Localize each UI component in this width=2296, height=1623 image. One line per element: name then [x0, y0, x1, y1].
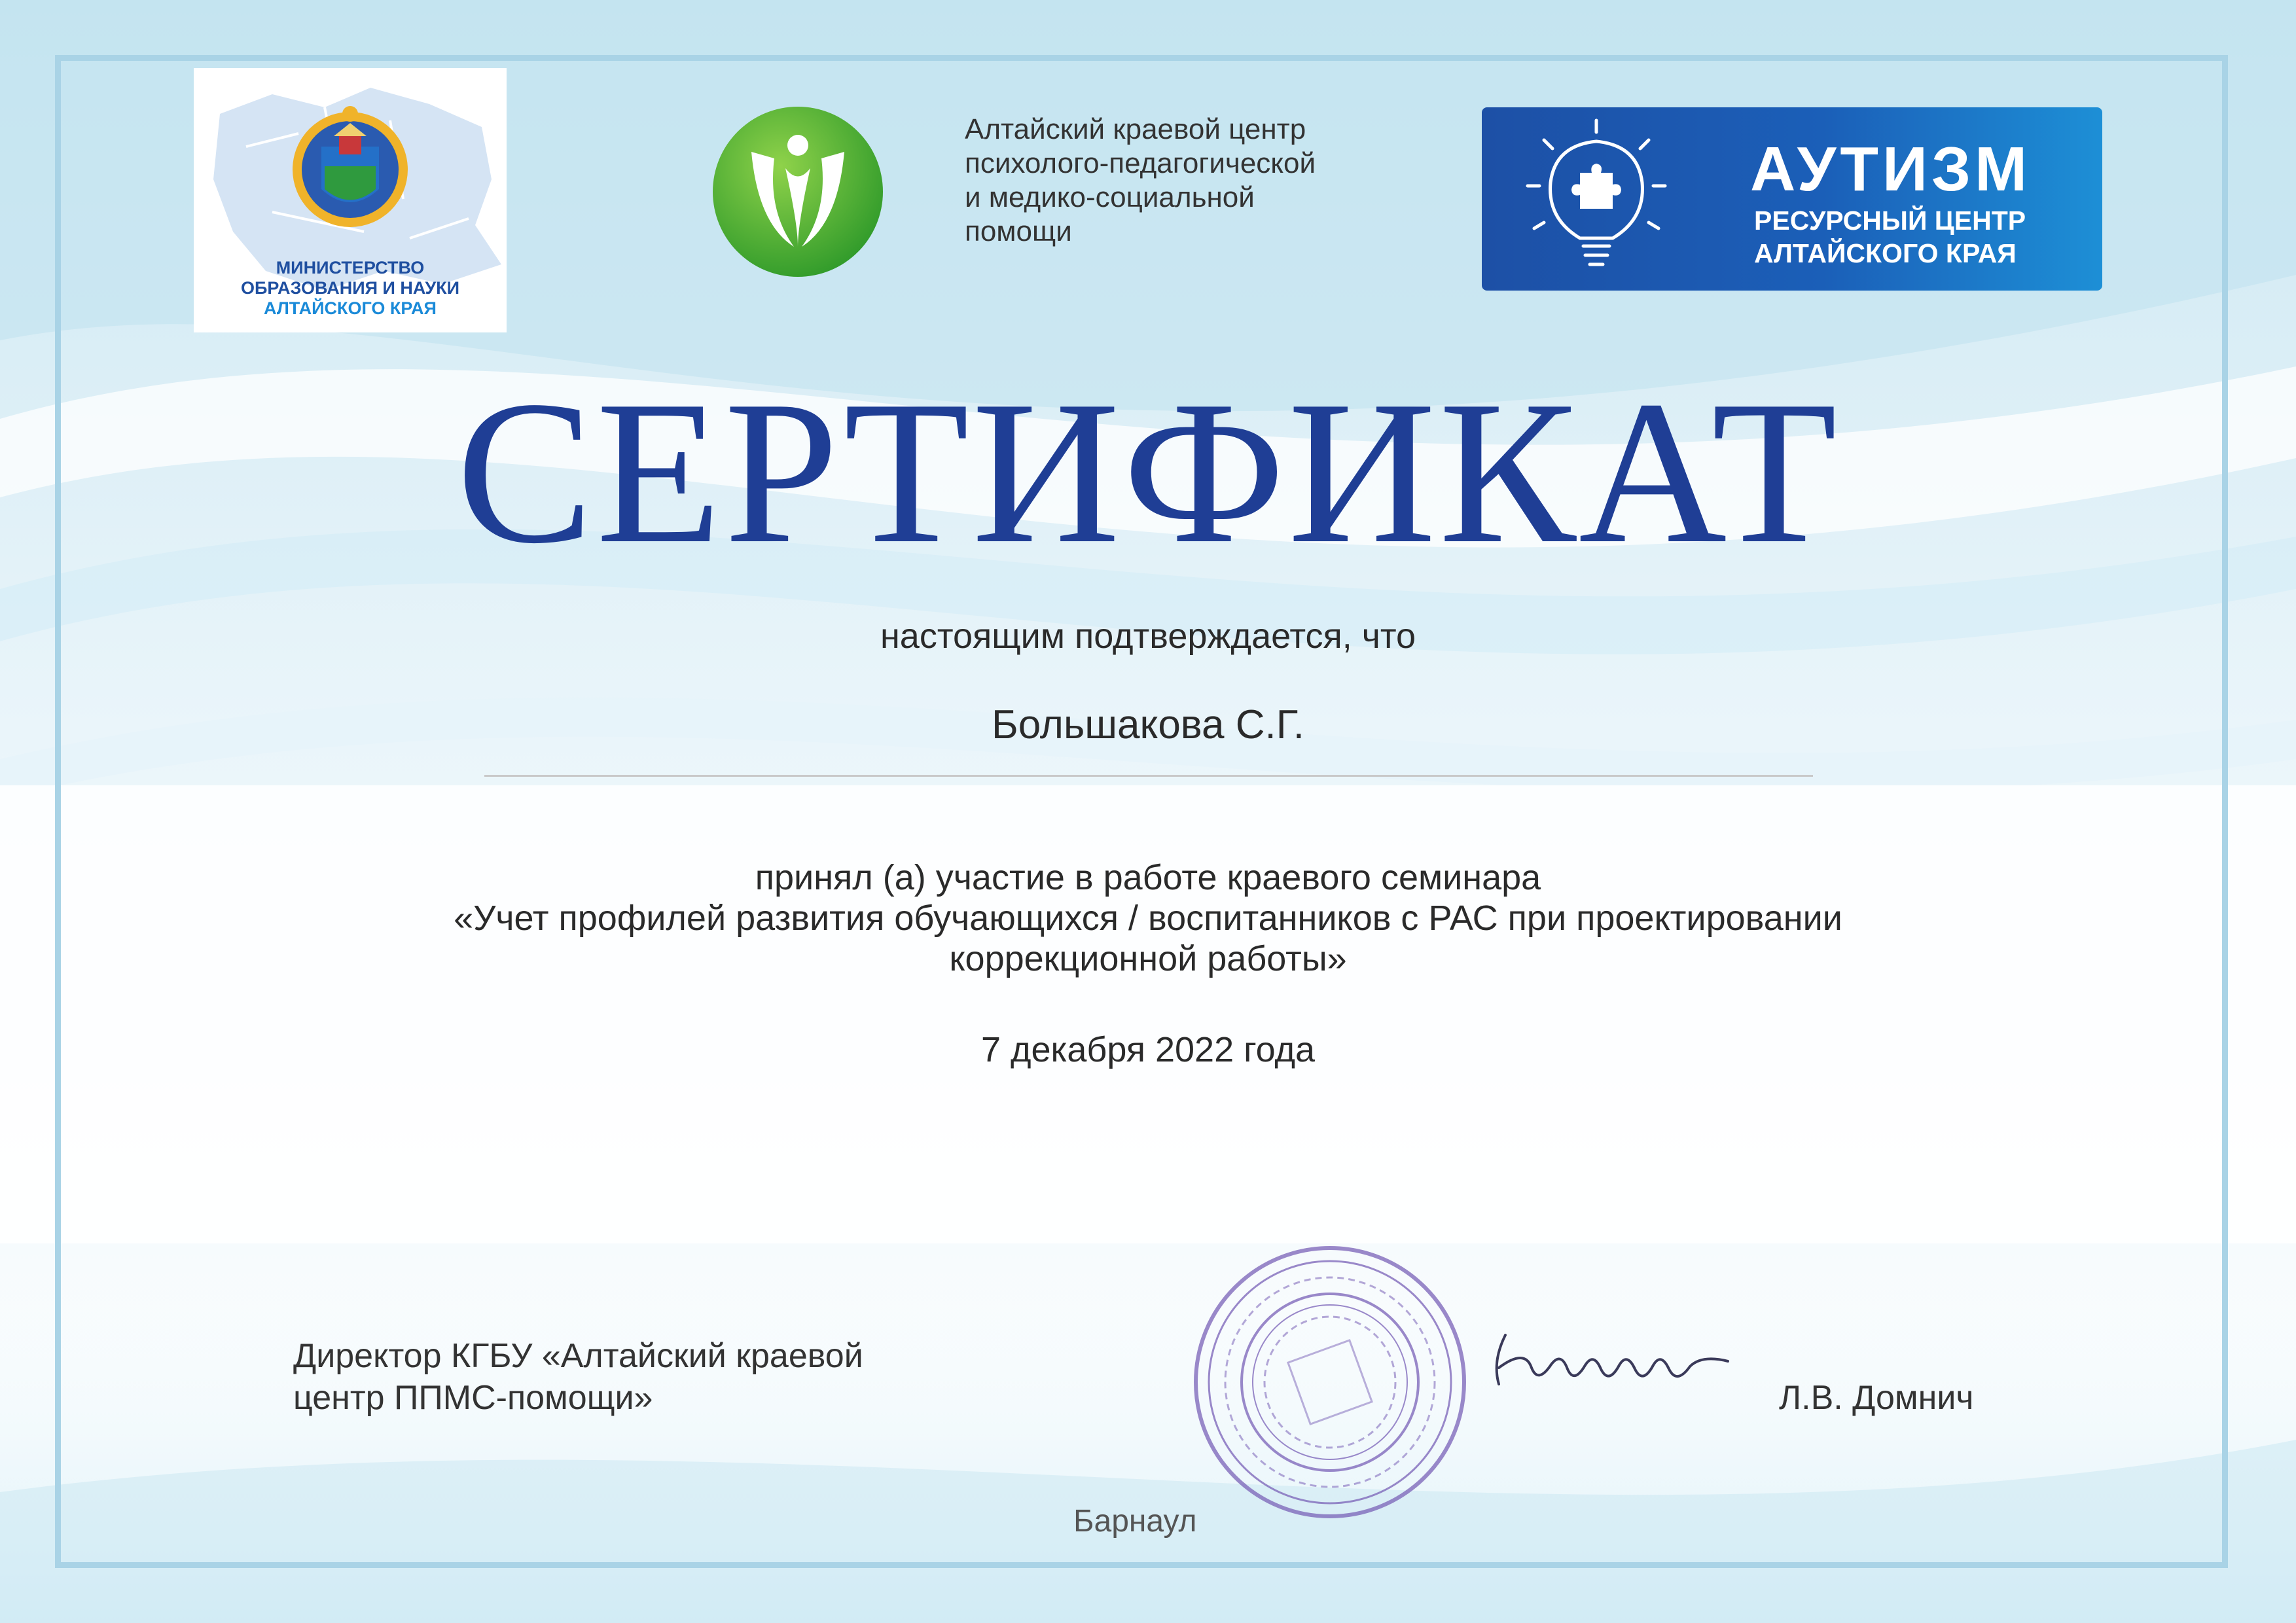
director-line-2: центр ППМС-помощи»: [293, 1379, 653, 1417]
autism-subtitle-line-2: АЛТАЙСКОГО КРАЯ: [1754, 238, 2017, 268]
ppms-text-line-2: психолого-педагогической: [965, 147, 1316, 179]
official-round-stamp-icon: [1186, 1238, 1474, 1526]
autism-subtitle-line-1: РЕСУРСНЫЙ ЦЕНТР: [1754, 205, 2026, 236]
ppms-center-name: [965, 113, 1384, 249]
ministry-caption-2: ОБРАЗОВАНИЯ И НАУКИ: [240, 278, 460, 298]
autism-subtitle: [1754, 204, 2094, 270]
director-line-1: Директор КГБУ «Алтайский краевой: [293, 1337, 863, 1375]
director-title: [293, 1335, 1013, 1419]
body-line-1: принял (а) участие в работе краевого семинара: [755, 858, 1541, 897]
ppms-text-line-4: помощи: [965, 215, 1072, 247]
recipient-underline: [484, 775, 1813, 777]
autism-title: АУТИЗМ: [1750, 134, 2032, 204]
confirm-text: настоящим подтверждается, что: [880, 616, 1416, 656]
autism-resource-center-logo: [1482, 107, 2102, 291]
event-date: 7 декабря 2022 года: [980, 1030, 1316, 1069]
ministry-logo: [194, 68, 507, 332]
ppms-text-line-1: Алтайский краевой центр: [965, 113, 1306, 145]
participation-text: [0, 857, 2296, 979]
ppms-text-line-3: и медико-социальной: [965, 181, 1255, 213]
ministry-caption-3: АЛТАЙСКОГО КРАЯ: [264, 298, 437, 318]
city-name: Барнаул: [1073, 1504, 1197, 1539]
ministry-caption-1: МИНИСТЕРСТВО: [276, 258, 425, 277]
certificate-title: СЕРТИФИКАТ: [456, 358, 1840, 586]
body-line-2: «Учет профилей развития обучающихся / воспитанников с РАС при проектировании: [454, 899, 1842, 938]
recipient-name: Большакова С.Г.: [992, 702, 1304, 747]
green-people-circle-icon: [712, 106, 884, 277]
signer-name: Л.В. Домнич: [1779, 1379, 1974, 1417]
handwritten-signature-icon: [1486, 1322, 1734, 1400]
lightbulb-puzzle-icon: [1482, 107, 1744, 291]
body-line-3: коррекционной работы»: [949, 939, 1347, 978]
